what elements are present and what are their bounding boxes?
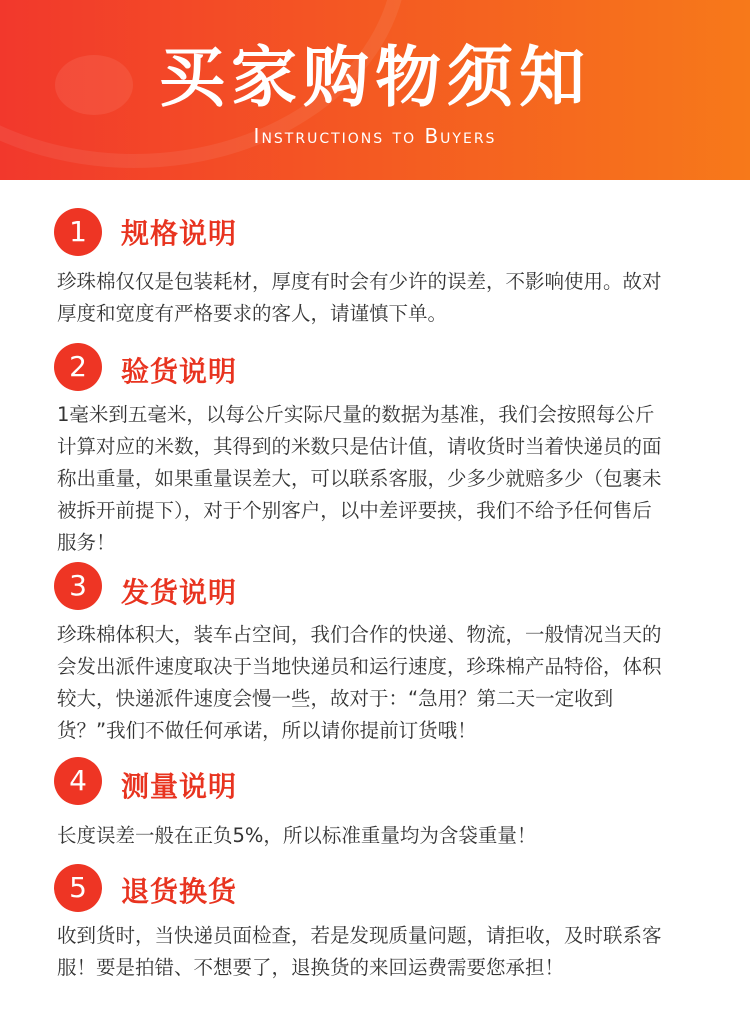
section-body: 长度误差一般在正负5%，所以标准重量均为含袋重量！ bbox=[57, 824, 537, 847]
section-body: 收到货时，当快递员面检查，若是发现质量问题，请拒收，及时联系客服！要是拍错、不想要了，退换货的来回运费需要您承担！ bbox=[57, 924, 662, 979]
section-heading: 测量说明 bbox=[121, 770, 238, 803]
section-body: 珍珠棉体积大，装车占空间，我们合作的快递、物流，一般情况当天的会发出派件速度取决于当地快递员和运行速度，珍珠棉产品特俗，体积较大，快递派件速度会慢一些，故对于：“急用？第二天一定收到货？”我们不做任何承诺，所以请你提前订货哦！ bbox=[57, 623, 662, 742]
section-number-badge: 1 bbox=[54, 208, 102, 256]
section-heading: 验货说明 bbox=[121, 355, 238, 388]
page-subtitle: Instructions to Buyers bbox=[253, 124, 497, 148]
header-banner bbox=[0, 0, 750, 180]
section-number-badge: 4 bbox=[54, 757, 102, 805]
section-heading: 发货说明 bbox=[121, 576, 238, 609]
section-number-badge: 5 bbox=[54, 864, 102, 912]
section-body: 珍珠棉仅仅是包装耗材，厚度有时会有少许的误差，不影响使用。故对厚度和宽度有严格要求的客人，请谨慎下单。 bbox=[57, 270, 662, 325]
section-heading: 规格说明 bbox=[121, 217, 238, 250]
section-number-badge: 3 bbox=[54, 562, 102, 610]
section-number-badge: 2 bbox=[54, 343, 102, 391]
section-body: 1毫米到五毫米，以每公斤实际尺量的数据为基准，我们会按照每公斤计算对应的米数，其得到的米数只是估计值，请收货时当着快递员的面称出重量，如果重量误差大，可以联系客服，少多少就赔多少（包裹未被拆开前提下），对于个别客户，以中差评要挟，我们不给予任何售后服务！ bbox=[57, 403, 662, 554]
page-title: 买家购物须知 bbox=[159, 39, 591, 116]
section-heading: 退货换货 bbox=[121, 875, 238, 908]
